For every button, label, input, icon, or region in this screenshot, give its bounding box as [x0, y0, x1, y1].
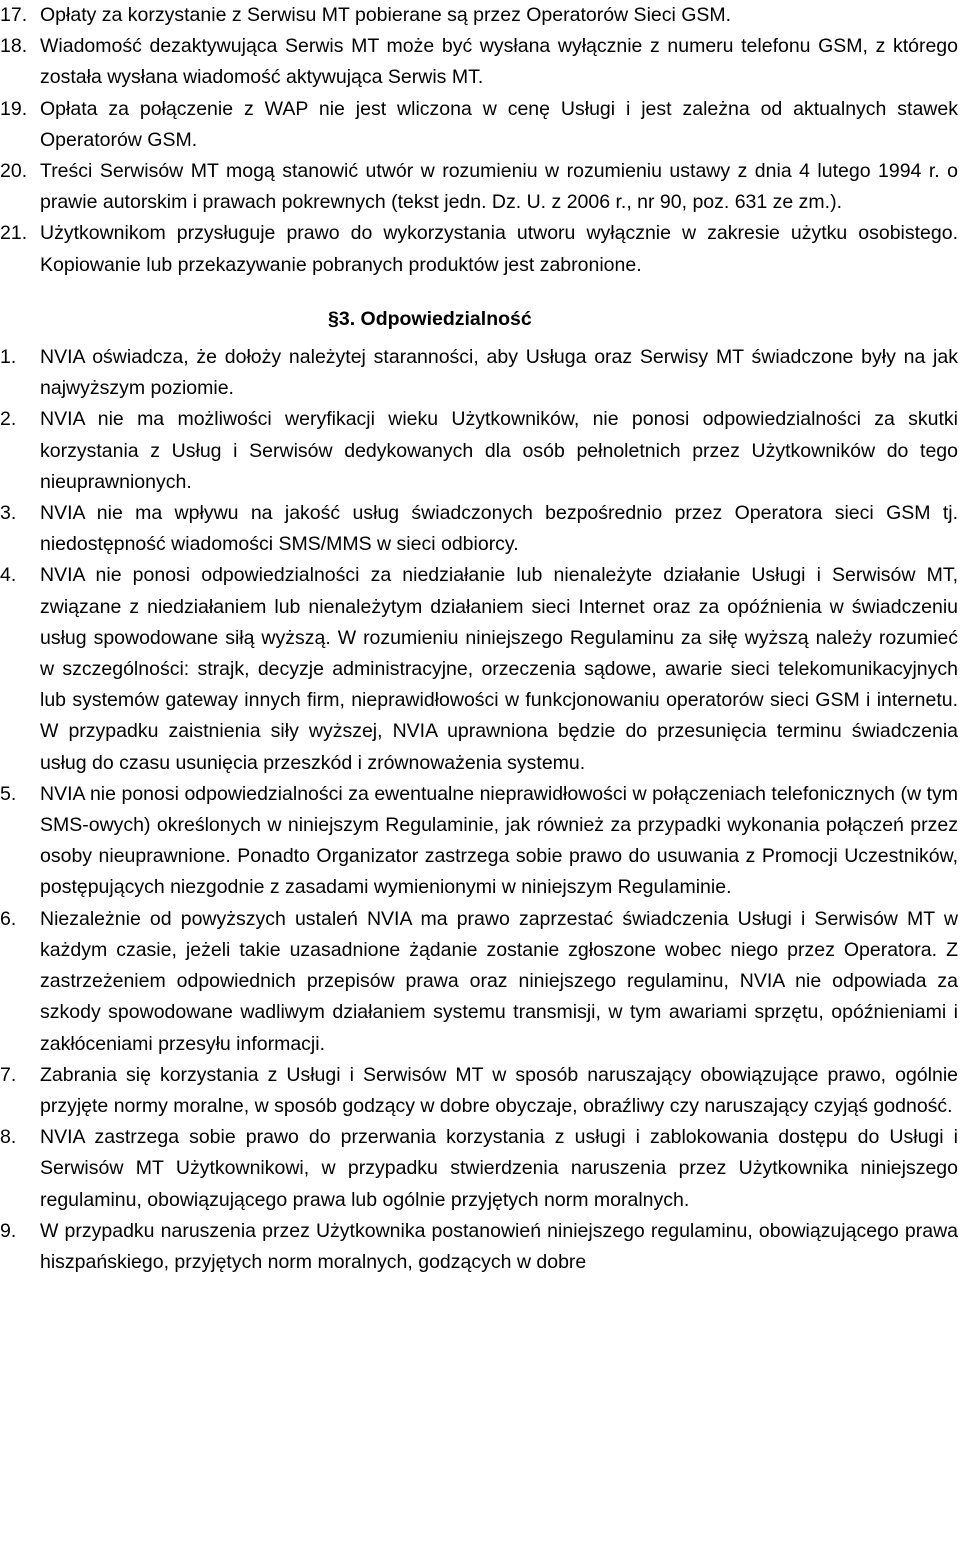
item-text: Opłaty za korzystanie z Serwisu MT pobierane są przez Operatorów Sieci GSM. [40, 4, 732, 26]
item-number: 19. [0, 97, 28, 120]
item-text: NVIA zastrzega sobie prawo do przerwania korzystania z usługi i zablokowania dostępu do Usługi i Serwisów MT Użytkownikowi, w przypadku stwierdzenia naruszenia przez Użytkownika niniejszego regulaminu, obowiązującego prawa lub ogólnie przyjętych norm moralnych. [40, 1126, 958, 1211]
item-number: 8. [0, 1126, 17, 1149]
item-number: 9. [0, 1219, 17, 1242]
item-number: 6. [0, 907, 17, 930]
list-item [0, 779, 960, 904]
item-number: 1. [0, 346, 17, 369]
item-text: NVIA nie ma wpływu na jakość usług świadczonych bezpośrednio przez Operatora sieci GSM tj. niedostępność wiadomości SMS/MMS w sieci odbiorcy. [40, 502, 958, 556]
item-number: 4. [0, 564, 17, 587]
list-item [0, 1060, 960, 1122]
item-text: NVIA oświadcza, że dołoży należytej staranności, aby Usługa oraz Serwisy MT świadczone były na jak najwyższym poziomie. [40, 346, 958, 400]
item-text: NVIA nie ma możliwości weryfikacji wieku Użytkowników, nie ponosi odpowiedzialności za skutki korzystania z Usług i Serwisów dedykowanych dla osób pełnoletnich przez Użytkowników do tego nieuprawnionych. [40, 408, 958, 493]
item-text: Użytkownikom przysługuje prawo do wykorzystania utworu wyłącznie w zakresie użytku osobistego. Kopiowanie lub przekazywanie pobranych produktów jest zabronione. [40, 222, 958, 276]
list-item [0, 31, 960, 93]
list-item [0, 0, 960, 31]
item-number: 7. [0, 1063, 17, 1086]
item-text: NVIA nie ponosi odpowiedzialności za niedziałanie lub nienależyte działanie Usługi i Serwisów MT, związane z niedziałaniem lub nienależytym działaniem sieci Internet oraz za opóźnienia w świadczeniu usług spowodowane siłą wyższą. W rozumieniu niniejszego Regulaminu za siłę wyższą należy rozumieć w szczególności: strajk, decyzje administracyjne, orzeczenia sądowe, awarie sieci telekomunikacyjnych lub systemów gateway innych firm, nieprawidłowości w funkcjonowaniu operatorów sieci GSM i internetu. W przypadku zaistnienia siły wyższej, NVIA uprawniona będzie do przesunięcia terminu świadczenia usług do czasu usunięcia przeszkód i zrównoważenia systemu. [40, 564, 958, 774]
item-number: 20. [0, 160, 28, 183]
item-text: W przypadku naruszenia przez Użytkownika postanowień niniejszego regulaminu, obowiązującego prawa hiszpańskiego, przyjętych norm moralnych, godzących w dobre [40, 1219, 958, 1273]
item-number: 5. [0, 782, 17, 805]
item-text: Treści Serwisów MT mogą stanowić utwór w rozumieniu w rozumieniu ustawy z dnia 4 lutego 1994 r. o prawie autorskim i prawach pokrewnych (tekst jedn. Dz. U. z 2006 r., nr 90, poz. 631 ze zm.). [40, 160, 958, 214]
list-item [0, 498, 960, 560]
item-text: Niezależnie od powyższych ustaleń NVIA ma prawo zaprzestać świadczenia Usługi i Serwisów MT w każdym czasie, jeżeli takie uzasadnione żądanie zostanie zgłoszone wobec niego przez Operatora. Z zastrzeżeniem odpowiednich przepisów prawa oraz niniejszego regulaminu, NVIA nie odpowiada za szkody spowodowane wadliwym działaniem systemu transmisji, w tym awariami sprzętu, opóźnieniami i zakłóceniami przesyłu informacji. [40, 907, 958, 1055]
item-text: Wiadomość dezaktywująca Serwis MT może być wysłana wyłącznie z numeru telefonu GSM, z którego została wysłana wiadomość aktywująca Serwis MT. [40, 35, 958, 89]
item-number: 2. [0, 408, 17, 431]
list-item [0, 1122, 960, 1216]
section-heading: §3. Odpowiedzialność [328, 307, 532, 330]
responsibility-section-list [0, 342, 960, 1278]
list-item [0, 94, 960, 156]
previous-section-list [0, 0, 960, 281]
item-text: Zabrania się korzystania z Usługi i Serwisów MT w sposób naruszający obowiązujące prawo, ogólnie przyjęte normy moralne, w sposób godzący w dobre obyczaje, obraźliwy czy naruszający czyjąś godność. [40, 1063, 958, 1117]
list-item [0, 342, 960, 404]
item-number: 3. [0, 502, 17, 525]
item-text: Opłata za połączenie z WAP nie jest wliczona w cenę Usługi i jest zależna od aktualnych stawek Operatorów GSM. [40, 97, 958, 151]
item-number: 17. [0, 4, 28, 26]
list-item [0, 560, 960, 778]
list-item [0, 404, 960, 498]
item-number: 21. [0, 222, 28, 245]
list-item [0, 218, 960, 280]
list-item [0, 156, 960, 218]
list-item [0, 904, 960, 1060]
list-item [0, 1216, 960, 1278]
item-text: NVIA nie ponosi odpowiedzialności za ewentualne nieprawidłowości w połączeniach telefonicznych (w tym SMS-owych) określonych w niniejszym Regulaminie, jak również za przypadki wykonania połączeń przez osoby nieuprawnione. Ponadto Organizator zastrzega sobie prawo do usuwania z Promocji Uczestników, postępujących niezgodnie z zasadami wymienionymi w niniejszym Regulaminie. [40, 782, 958, 899]
item-number: 18. [0, 35, 28, 58]
